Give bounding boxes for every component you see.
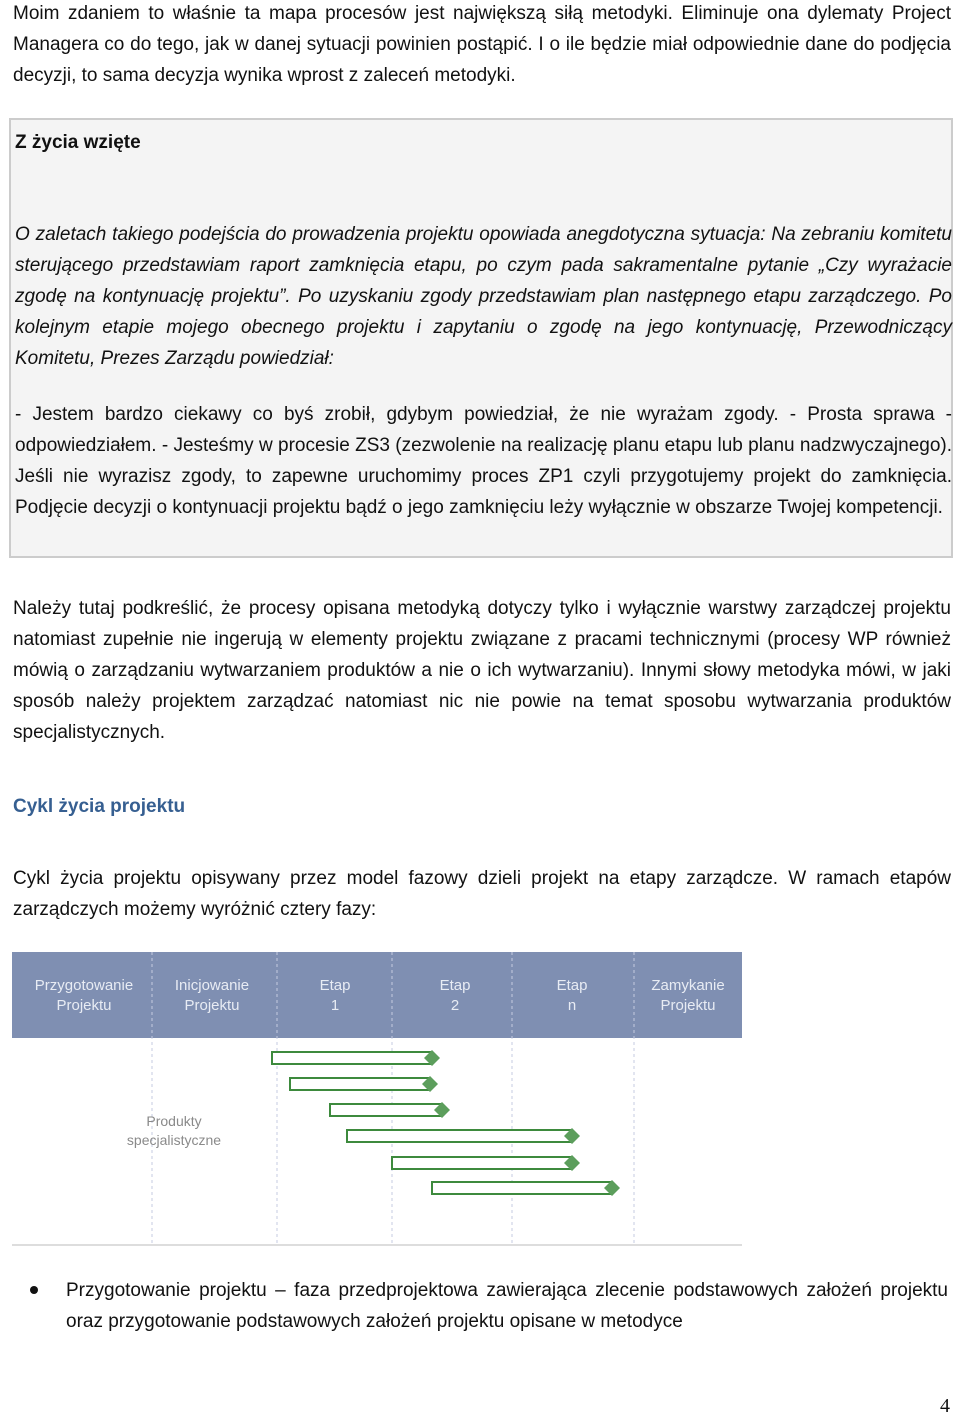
page-number: 4 bbox=[940, 1395, 950, 1417]
box-paragraph-1: O zaletach takiego podejścia do prowadzenia projektu opowiada anegdotyczna sytuacja: Na zebraniu komitetu sterującego przedstawiam raport zamknięcia etapu, po czym pada sakramentalne pytanie „Czy wyrażacie zgodę na kontynuację projektu”. Po uzyskaniu zgody przedstawiam plan następnego etapu zarządczego. Po kolejnym etapie mojego obecnego projektu i zapytaniu o zgodę na jego kontynuację, Przewodniczący Komitetu, Prezes Zarządu powiedział: bbox=[15, 224, 952, 369]
product-bar bbox=[272, 1052, 432, 1064]
phase-label: Projektu bbox=[660, 997, 716, 1014]
phase-label: 2 bbox=[450, 997, 460, 1014]
product-bar bbox=[392, 1157, 572, 1169]
lifecycle-diagram bbox=[12, 952, 742, 1246]
legend-label-line-2: specjalistyczne bbox=[126, 1132, 222, 1148]
product-bar bbox=[347, 1130, 572, 1142]
phase-label: Przygotowanie bbox=[34, 977, 134, 994]
phase-label: Zamykanie bbox=[651, 977, 725, 994]
box-paragraph-2: - Jestem bardzo ciekawy co byś zrobił, gdybym powiedział, że nie wyrażam zgody. - Prosta sprawa - odpowiedziałem. - Jesteśmy w procesie ZS3 (zezwolenie na realizację planu etapu lub planu nadzwyczajnego). Jeśli nie wyrazisz zgody, to zapewne uruchomimy proces ZP1 czyli przygotujemy projekt do zamknięcia. Podjęcie decyzji o kontynuacji projektu bądź o jego zamknięciu leży wyłącznie w obszarze Twojej kompetencji. bbox=[15, 404, 952, 518]
phase-label: Etap bbox=[439, 977, 471, 994]
phase-label: Inicjowanie bbox=[174, 977, 250, 994]
anecdote-box bbox=[9, 118, 953, 558]
bullet-item: Przygotowanie projektu – faza przedprojektowa zawierająca zlecenie podstawowych założeń projektu oraz przygotowanie podstawowych założeń projektu opisane w metodyce bbox=[66, 1280, 948, 1332]
product-bar bbox=[330, 1104, 442, 1116]
phase-label: Etap bbox=[319, 977, 351, 994]
legend-label-line-1: Produkty bbox=[146, 1113, 202, 1129]
product-bar bbox=[432, 1182, 612, 1194]
phase-label: 1 bbox=[330, 997, 340, 1014]
intro-paragraph: Moim zdaniem to właśnie ta mapa procesów jest największą siłą metodyki. Eliminuje ona dylematy Project Managera co do tego, jak w danej sytuacji powinien postąpić. I o ile będzie miał odpowiednie dane do podjęcia decyzji, to sama decyzja wynika wprost z zaleceń metodyki. bbox=[13, 3, 951, 86]
box-body bbox=[15, 219, 952, 523]
phase-label: Etap bbox=[556, 977, 588, 994]
box-title: Z życia wzięte bbox=[15, 132, 141, 153]
body-paragraph: Należy tutaj podkreślić, że procesy opisana metodyką dotyczy tylko i wyłącznie warstwy zarządczej projektu natomiast zupełnie nie ingerują w elementy projektu związane z pracami technicznymi (procesy WP również mówią o zarządzaniu wytwarzaniem produktów a nie o ich wytwarzaniu). Innymi słowy metodyka mówi, w jaki sposób należy projektem zarządzać natomiast nic nie powie na temat sposobu wytwarzania produktów specjalistycznych. bbox=[13, 598, 951, 743]
section-heading: Cykl życia projektu bbox=[13, 796, 186, 817]
phase-label: n bbox=[567, 997, 577, 1014]
bullet-dot bbox=[30, 1286, 38, 1294]
phase-header-band bbox=[12, 952, 742, 1038]
section-paragraph: Cykl życia projektu opisywany przez model fazowy dzieli projekt na etapy zarządcze. W ramach etapów zarządczych możemy wyróżnić cztery fazy: bbox=[13, 868, 951, 920]
phase-label: Projektu bbox=[56, 997, 112, 1014]
phase-label: Projektu bbox=[184, 997, 240, 1014]
product-bar bbox=[290, 1078, 430, 1090]
